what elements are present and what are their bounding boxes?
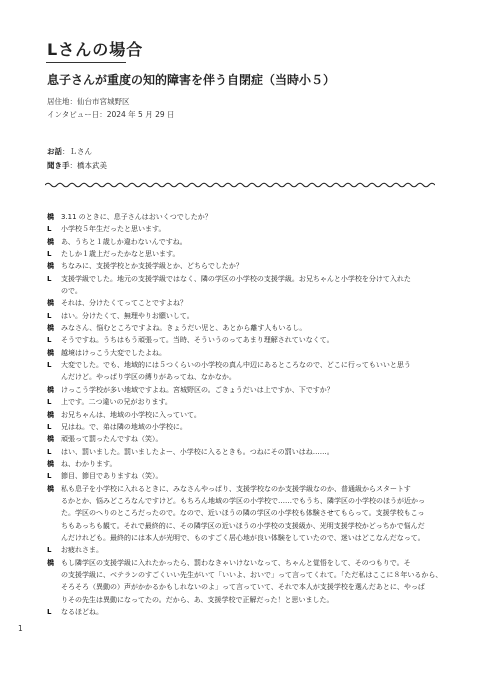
- page-title: Lさんの場合: [47, 40, 144, 59]
- transcript-line: [47, 557, 437, 569]
- transcript-line: [47, 458, 437, 470]
- wavy-divider: [45, 180, 435, 190]
- utterance-text: んだけど。やっぱり学区の縛りがあってね、なかなか。: [61, 373, 236, 382]
- utterance-text: なるほどね。: [61, 608, 103, 616]
- utterance-text: 頑張って罰ったんですね（笑）。: [61, 435, 163, 444]
- speaker-label: L: [47, 472, 52, 481]
- speaker-label: L: [47, 361, 52, 370]
- utterance-text: けっこう学校が多い地域ですよね。宮城野区の。ごきょうだいは上ですか、下ですか？: [61, 385, 334, 394]
- utterance-text: もし隣学区の支援学級に入れたかったら、罰わなきゃいけないなって、ちゃんと覚悟をして、そのつもりで。そ: [61, 558, 411, 567]
- utterance-text: 大変でした。でも、地域的には５つくらいの小学校の真ん中辺にあるところなので、どこに行ってもいいと思う: [61, 361, 411, 370]
- transcript-line: [47, 507, 437, 519]
- speaker-label: L: [47, 546, 52, 555]
- utterance-text: そうですね。うちはもう頑張って。当時、そういうのってあまり理解されていなくて。: [61, 336, 334, 345]
- speaker-label: [47, 594, 61, 606]
- speaker-label: L: [47, 608, 52, 616]
- speaker-label: L: [47, 274, 52, 283]
- speaker-label: 橋: [47, 435, 54, 444]
- listener-row: [47, 161, 107, 171]
- transcript-line: [47, 409, 437, 421]
- speaker-label: [47, 532, 61, 544]
- speaker-label: 橋: [47, 385, 54, 394]
- transcript-line: [47, 334, 437, 346]
- speaker-label: L: [47, 398, 52, 407]
- utterance-text: るかとか、悩みどころなんですけど。もちろん地域の学区の小学校で……でもうち、隣学区の小学校のほうが近かっ: [61, 496, 425, 505]
- utterance-text: 兄はね。で、弟は隣の地域の小学校に。: [61, 422, 187, 431]
- speaker-label: [47, 507, 61, 519]
- transcript-line: [47, 384, 437, 396]
- talker-label: お話: [47, 147, 62, 156]
- transcript-line: [47, 297, 437, 309]
- utterance-text: 上です。二つ違いの兄がおります。: [61, 398, 172, 407]
- transcript-line: [47, 520, 437, 532]
- transcript-line: [47, 347, 437, 359]
- transcript-line: [47, 248, 437, 260]
- speaker-label: 橋: [47, 262, 54, 271]
- speaker-label: L: [47, 311, 52, 320]
- transcript-line: [47, 495, 437, 507]
- utterance-text: ので。: [61, 287, 82, 296]
- transcript-line: [47, 285, 437, 297]
- residence-text: 居住地：仙台市宮城野区: [47, 97, 130, 106]
- talker-row: [47, 147, 92, 157]
- speaker-label: 橋: [47, 324, 54, 333]
- speaker-label: [47, 285, 61, 297]
- utterance-text: たしか１歳上だったかなと思います。: [61, 250, 180, 259]
- speaker-label: [47, 520, 61, 532]
- transcript-line: [47, 223, 437, 235]
- utterance-text: みなさん、悩むところですよね。きょうだい児と、あとから離す人もいるし。: [61, 324, 307, 333]
- listener-label: 聞き手: [47, 161, 70, 170]
- listener-value: ：橋本武美: [69, 161, 107, 170]
- transcript-line: [47, 371, 437, 383]
- utterance-text: そろそろ（異動の）声がかかるかもしれないのよ」って言っていて、それで本人が支援学校を選んだあとに、やっぱ: [61, 583, 425, 592]
- utterance-text: お疲れさま。: [61, 546, 103, 555]
- utterance-text: 小学校５年生だったと思います。: [61, 225, 166, 234]
- transcript-line: [47, 310, 437, 322]
- utterance-text: の支援学級に、ベテランのすごくいい先生がいて「いいよ、おいで」って言ってくれて。「ただ私はここに８年いるから、: [61, 570, 443, 579]
- speaker-label: L: [47, 250, 52, 259]
- utterance-text: た。学区のへりのところだったので。なので、近いほうの隣の学区の小学校も体験させてもらって。支援学校もこっ: [61, 509, 425, 518]
- speaker-label: 橋: [47, 213, 54, 221]
- utterance-text: 節目、節目でありますね（笑）。: [61, 472, 163, 481]
- speaker-label: L: [47, 336, 52, 345]
- transcript-line: [47, 236, 437, 248]
- utterance-text: はい。分けたくて、無理やりお願いして。: [61, 311, 194, 320]
- transcript-line: [47, 594, 437, 606]
- utterance-text: 私も息子を小学校に入れるときに、みなさんやっぱり、支援学校なのか支援学級なのか、普通級からスタートす: [61, 484, 411, 493]
- transcript-line: [47, 322, 437, 334]
- utterance-text: ちもあっちも観て。それで最終的に、その隣学区の近いほうの小学校の支援級か、光明支援学校かどっちかで悩んだ: [61, 521, 425, 530]
- speaker-label: 橋: [47, 348, 54, 357]
- utterance-text: 越境はけっこう大変でしたよね。: [61, 348, 166, 357]
- transcript-line: [47, 483, 437, 495]
- transcript-line: [47, 433, 437, 445]
- transcript-line: [47, 606, 437, 618]
- transcript-line: [47, 273, 437, 285]
- transcript-line: [47, 359, 437, 371]
- talker-value: ：Ｌさん: [62, 147, 92, 156]
- utterance-text: りその先生は異動になってたの。だから、あ、支援学校で正解だった！と思いました。: [61, 595, 334, 604]
- speaker-label: [47, 371, 61, 383]
- utterance-text: 3.11 のときに、息子さんはおいくつでしたか？: [61, 213, 212, 221]
- utterance-text: お兄ちゃんは、地域の小学校に入っていて。: [61, 410, 201, 419]
- speaker-label: [47, 495, 61, 507]
- speaker-label: 橋: [47, 459, 54, 468]
- page-number: 1: [18, 624, 23, 633]
- speaker-label: [47, 581, 61, 593]
- transcript-line: [47, 544, 437, 556]
- speaker-label: L: [47, 225, 52, 234]
- utterance-text: 支援学級でした。地元の支援学級ではなく、隣の学区の小学校の支援学級。お兄ちゃんと小学校を分けて入れた: [61, 274, 411, 283]
- utterance-text: はい、罰いました。罰いましたよー、小学校に入るときも。つねにその罰いはね……。: [61, 447, 334, 456]
- speaker-label: L: [47, 447, 52, 456]
- speaker-label: [47, 569, 61, 581]
- title-underline: [46, 62, 126, 63]
- speaker-label: 橋: [47, 484, 54, 493]
- speaker-label: 橋: [47, 237, 54, 246]
- transcript-line: [47, 470, 437, 482]
- utterance-text: それは、分けたくてってことですよね？: [61, 299, 187, 308]
- utterance-text: あ、うちと１歳しか違わないんですね。: [61, 237, 187, 246]
- transcript-line: [47, 396, 437, 408]
- transcript-line: [47, 211, 437, 223]
- transcript-line: [47, 532, 437, 544]
- speaker-label: L: [47, 422, 52, 431]
- speaker-label: 橋: [47, 299, 54, 308]
- utterance-text: ちなみに、支援学校とか支援学級とか、どちらでしたか？: [61, 262, 243, 271]
- transcript-line: [47, 581, 437, 593]
- transcript-line: [47, 446, 437, 458]
- speaker-label: 橋: [47, 558, 54, 567]
- transcript-line: [47, 569, 443, 581]
- page-subtitle: 息子さんが重度の知的障害を伴う自閉症（当時小５）: [47, 73, 336, 87]
- utterance-text: ね、わかります。: [61, 459, 117, 468]
- utterance-text: んだけれども。最終的には本人が光明で、ものすごく居心地が良い体験をしていたので、迷いはどこなんだなって。: [61, 533, 425, 542]
- transcript-line: [47, 421, 437, 433]
- interview-date-text: インタビュー日：2024 年 5 月 29 日: [47, 110, 175, 119]
- transcript: [47, 211, 443, 618]
- speaker-label: 橋: [47, 410, 54, 419]
- transcript-line: [47, 260, 437, 272]
